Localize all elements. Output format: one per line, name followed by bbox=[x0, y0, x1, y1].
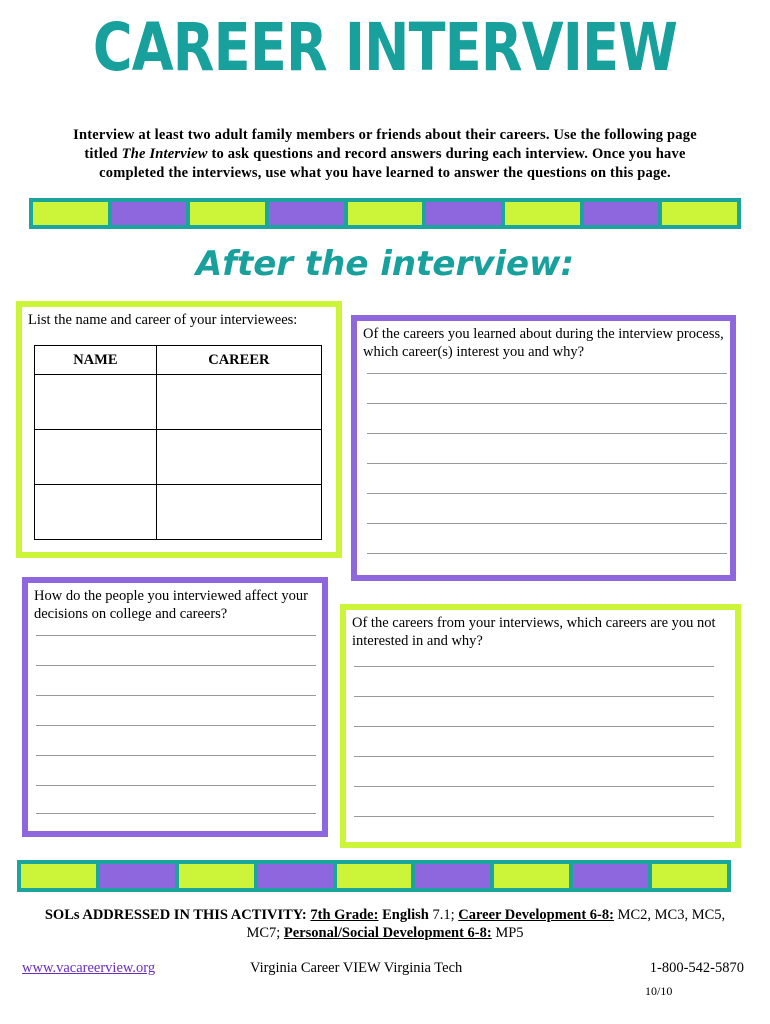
strip-block bbox=[426, 202, 501, 225]
intro-line-2 bbox=[45, 145, 725, 164]
grade-label: 7th Grade: bbox=[310, 907, 379, 923]
answer-line[interactable] bbox=[354, 726, 714, 727]
strip-block bbox=[652, 864, 727, 888]
strip-block bbox=[662, 202, 737, 225]
strip-block bbox=[33, 202, 108, 225]
strip-block bbox=[337, 864, 412, 888]
intro-line-3: completed the interviews, use what you have learned to answer the questions on this page. bbox=[99, 165, 671, 181]
strip-block bbox=[179, 864, 254, 888]
answer-line[interactable] bbox=[36, 813, 316, 814]
career-cell[interactable] bbox=[156, 485, 321, 540]
intro-line-1: Interview at least two adult family members or friends about their careers. Use the following page bbox=[73, 127, 697, 143]
answer-line[interactable] bbox=[367, 553, 727, 554]
page-title: CAREER INTERVIEW bbox=[92, 9, 678, 86]
answer-line[interactable] bbox=[367, 463, 727, 464]
answer-line[interactable] bbox=[36, 635, 316, 636]
answer-line[interactable] bbox=[354, 756, 714, 757]
name-column-header: NAME bbox=[35, 346, 157, 375]
mc7-code: MC7; bbox=[246, 925, 284, 941]
organization-name: Virginia Career VIEW Virginia Tech bbox=[250, 960, 463, 976]
personal-dev-label: Personal/Social Development 6-8: bbox=[283, 925, 492, 941]
answer-line[interactable] bbox=[354, 666, 714, 667]
english-label: English bbox=[378, 907, 429, 923]
answer-line[interactable] bbox=[367, 433, 727, 434]
answer-line[interactable] bbox=[36, 695, 316, 696]
intro-text: to ask questions and record answers during each interview. Once you have bbox=[207, 146, 686, 162]
table-row bbox=[35, 430, 322, 485]
answer-line[interactable] bbox=[36, 755, 316, 756]
phone-number: 1-800-542-5870 bbox=[649, 960, 744, 976]
table-row bbox=[35, 485, 322, 540]
strip-block bbox=[348, 202, 423, 225]
strip-block bbox=[415, 864, 490, 888]
career-dev-label: Career Development 6-8: bbox=[458, 907, 614, 923]
answer-line[interactable] bbox=[367, 403, 727, 404]
answer-line[interactable] bbox=[36, 725, 316, 726]
decorative-strip-bottom bbox=[17, 860, 731, 892]
career-column-header: CAREER bbox=[156, 346, 321, 375]
personal-codes: MP5 bbox=[491, 925, 524, 941]
career-cell[interactable] bbox=[156, 430, 321, 485]
table-row bbox=[35, 375, 322, 430]
strip-block bbox=[258, 864, 333, 888]
not-interested-box bbox=[340, 604, 741, 848]
strip-block bbox=[21, 864, 96, 888]
influence-box bbox=[22, 577, 328, 837]
answer-line[interactable] bbox=[36, 785, 316, 786]
influence-question: How do the people you interviewed affect your decisions on college and careers? bbox=[34, 588, 308, 622]
interviewee-box bbox=[16, 301, 342, 558]
career-codes: MC2, MC3, MC5, bbox=[613, 907, 726, 923]
strip-block bbox=[190, 202, 265, 225]
answer-line[interactable] bbox=[354, 816, 714, 817]
answer-line[interactable] bbox=[354, 696, 714, 697]
interviewee-question: List the name and career of your interviewees: bbox=[28, 312, 298, 328]
intro-italic-title: The Interview bbox=[121, 146, 208, 162]
section-subtitle: After the interview: bbox=[195, 244, 575, 284]
strip-block bbox=[112, 202, 187, 225]
sols-prefix: SOLs ADDRESSED IN THIS ACTIVITY: bbox=[44, 907, 311, 923]
intro-paragraph bbox=[45, 126, 725, 183]
strip-block bbox=[269, 202, 344, 225]
interest-box bbox=[351, 315, 736, 581]
intro-text: titled bbox=[84, 146, 122, 162]
name-cell[interactable] bbox=[35, 375, 157, 430]
sols-statement bbox=[20, 906, 750, 942]
strip-block bbox=[505, 202, 580, 225]
answer-line[interactable] bbox=[36, 665, 316, 666]
english-code: 7.1; bbox=[428, 907, 459, 923]
name-cell[interactable] bbox=[35, 485, 157, 540]
career-cell[interactable] bbox=[156, 375, 321, 430]
answer-line[interactable] bbox=[354, 786, 714, 787]
website-link[interactable]: www.vacareerview.org bbox=[22, 960, 156, 976]
name-cell[interactable] bbox=[35, 430, 157, 485]
revision-date: 10/10 bbox=[645, 984, 673, 998]
answer-line[interactable] bbox=[367, 373, 727, 374]
strip-block bbox=[584, 202, 659, 225]
not-interested-question: Of the careers from your interviews, which careers are you not interested in and why? bbox=[352, 615, 716, 649]
strip-block bbox=[573, 864, 648, 888]
answer-line[interactable] bbox=[367, 493, 727, 494]
answer-line[interactable] bbox=[367, 523, 727, 524]
strip-block bbox=[100, 864, 175, 888]
interviewee-table bbox=[34, 345, 322, 540]
strip-block bbox=[494, 864, 569, 888]
decorative-strip-top bbox=[29, 198, 741, 229]
interest-question: Of the careers you learned about during the interview process, which career(s) interest you and why? bbox=[363, 326, 724, 360]
